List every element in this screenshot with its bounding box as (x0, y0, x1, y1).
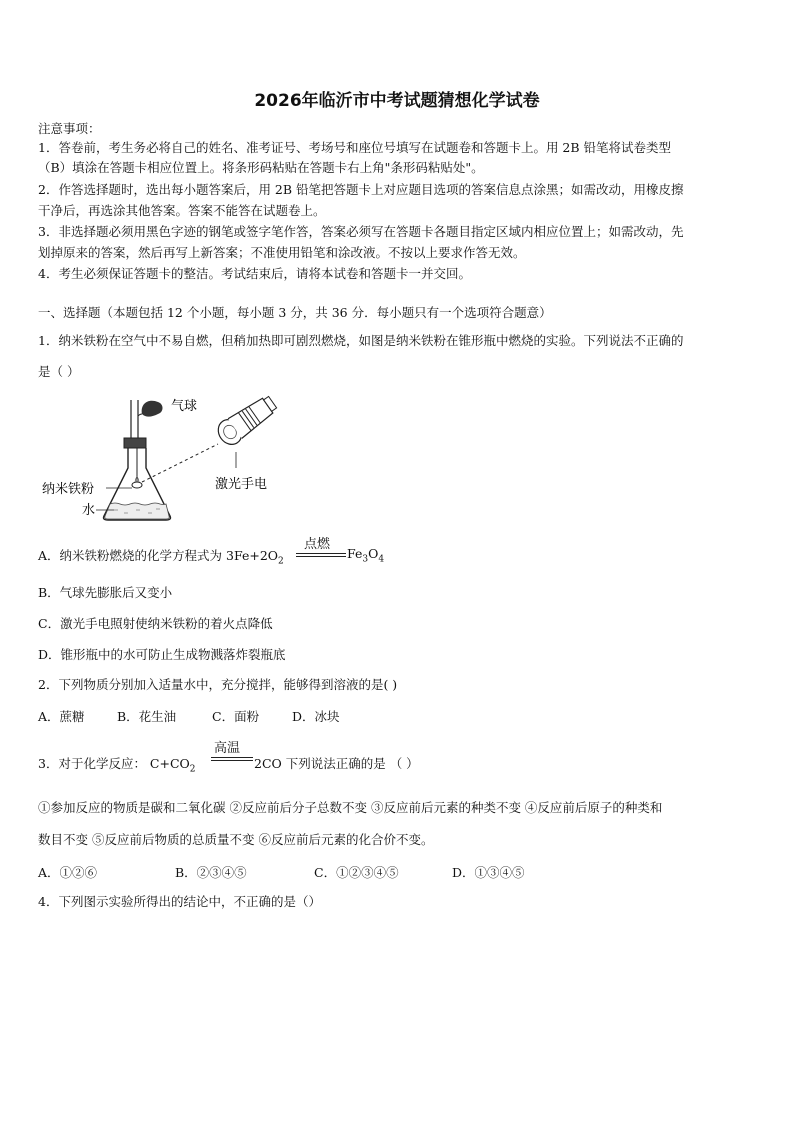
q1-option-a-text: A．纳米铁粉燃烧的化学方程式为 3Fe+2O (38, 548, 279, 563)
notice-line: 1．答卷前，考生务必将自己的姓名、准考证号、考场号和座位号填写在试题卷和答题卡上。用 2B 铅笔将试卷类型 (38, 140, 672, 155)
q1-option-c[interactable]: C．激光手电照射使纳米铁粉的着火点降低 (38, 616, 273, 631)
reaction-condition: 点燃 (304, 537, 331, 552)
q2-option-c[interactable]: C．面粉 (212, 709, 260, 724)
q1-option-a[interactable] (38, 546, 284, 567)
q1-option-b[interactable]: B．气球先膨胀后又变小 (38, 585, 173, 600)
q1-stem-cont: 是（ ） (38, 364, 80, 379)
subscript: 2 (278, 556, 284, 567)
equation-bar (211, 757, 253, 758)
q1-option-d[interactable]: D．锥形瓶中的水可防止生成物溅落炸裂瓶底 (38, 647, 286, 662)
equation-bar (211, 760, 253, 761)
q3-option-b[interactable]: B．②③④⑤ (175, 865, 247, 880)
q4-stem: 4．下列图示实验所得出的结论中，不正确的是（） (38, 894, 321, 909)
notice-line: 4．考生必须保证答题卡的整洁。考试结束后，请将本试卷和答题卡一并交回。 (38, 266, 471, 281)
subscript: 4 (378, 554, 385, 565)
flashlight-label: 激光手电 (215, 477, 268, 492)
q3-statements: ①参加反应的物质是碳和二氧化碳 ②反应前后分子总数不变 ③反应前后元素的种类不变 ④反应前后原子的种类和 (38, 800, 663, 815)
experiment-figure (40, 392, 300, 536)
powder-label: 纳米铁粉 (42, 482, 95, 497)
q3-option-d[interactable]: D．①③④⑤ (452, 865, 525, 880)
q2-option-b[interactable]: B．花生油 (117, 709, 177, 724)
q3-stem-text: 3．对于化学反应： C+CO (38, 756, 190, 771)
product-fe: Fe (347, 546, 363, 561)
section-heading: 一、选择题（本题包括 12 个小题，每小题 3 分，共 36 分．每小题只有一个选项符合题意） (38, 305, 552, 320)
q2-stem: 2．下列物质分别加入适量水中，充分搅拌，能够得到溶液的是( ) (38, 677, 398, 692)
subscript: 3 (362, 554, 369, 565)
notice-line: 划掉原来的答案，然后再写上新答案；不准使用铅笔和涂改液。不按以上要求作答无效。 (38, 245, 526, 260)
exam-title: 2026年临沂市中考试题猜想化学试卷 (254, 91, 540, 111)
q2-option-d[interactable]: D．冰块 (292, 709, 340, 724)
q1-stem: 1．纳米铁粉在空气中不易自燃，但稍加热即可剧烈燃烧，如图是纳米铁粉在锥形瓶中燃烧的实验。下列说法不正确的 (38, 333, 684, 348)
q3-stem (38, 754, 196, 775)
product-o: O (368, 546, 379, 561)
balloon-label: 气球 (171, 399, 198, 414)
q3-option-a[interactable]: A．①②⑥ (38, 865, 98, 880)
notice-line: 2．作答选择题时，选出每小题答案后，用 2B 铅笔把答题卡上对应题目选项的答案信息点涂黑；如需改动，用橡皮擦 (38, 182, 684, 197)
flask-flashlight-diagram (40, 392, 300, 532)
balloon-shape (142, 401, 163, 417)
equation-bar (296, 553, 346, 554)
q2-option-a[interactable]: A．蔗糖 (38, 709, 85, 724)
subscript: 2 (189, 764, 196, 775)
q3-option-c[interactable]: C．①②③④⑤ (314, 865, 399, 880)
q3-statements-cont: 数目不变 ⑤反应前后物质的总质量不变 ⑥反应前后元素的化合价不变。 (38, 832, 434, 847)
q3-stem-suffix: 2CO 下列说法正确的是 （ ） (254, 756, 419, 771)
water-label: 水 (82, 503, 96, 518)
reaction-condition: 高温 (214, 741, 241, 756)
notice-heading: 注意事项： (38, 121, 101, 136)
notice-line: （B）填涂在答题卡相应位置上。将条形码粘贴在答题卡右上角"条形码粘贴处"。 (38, 160, 484, 175)
q1-option-a-product (347, 546, 384, 565)
notice-line: 3．非选择题必须用黑色字迹的钢笔或签字笔作答，答案必须写在答题卡各题目指定区域内相应位置上；如需改动，先 (38, 224, 684, 239)
equation-bar (296, 556, 346, 557)
notice-line: 干净后，再选涂其他答案。答案不能答在试题卷上。 (38, 203, 326, 218)
